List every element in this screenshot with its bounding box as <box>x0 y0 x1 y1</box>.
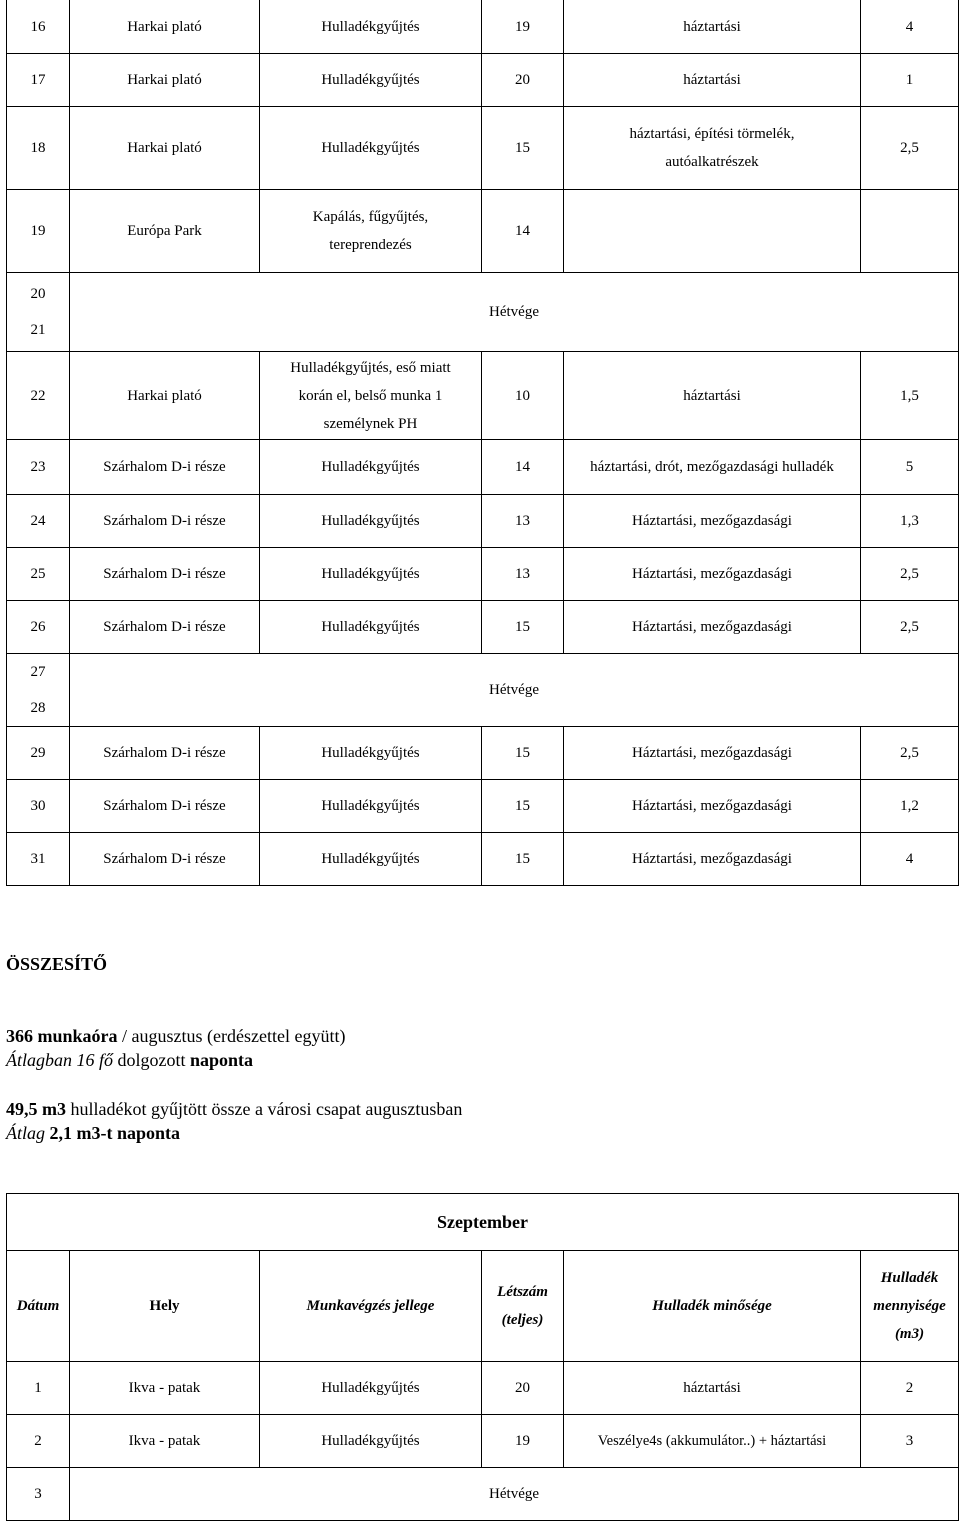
cell-amount <box>861 190 959 273</box>
cell-date: 23 <box>7 440 70 495</box>
cell-date-line2: 21 <box>30 322 46 338</box>
table-row-weekend <box>7 654 959 727</box>
cell-work-line1: Kapálás, fűgyűjtés, <box>312 209 429 225</box>
cell-count: 15 <box>482 833 564 886</box>
cell-quality: Háztartási, mezőgazdasági <box>564 601 861 654</box>
cell-quality: Háztartási, mezőgazdasági <box>564 780 861 833</box>
header-amount <box>861 1251 959 1362</box>
cell-work: Hulladékgyűjtés <box>260 107 482 190</box>
table-row-weekend <box>7 273 959 352</box>
cell-date-line2: 28 <box>30 700 46 716</box>
table-row <box>7 833 959 886</box>
cell-place: Európa Park <box>70 190 260 273</box>
cell-work <box>260 352 482 440</box>
cell-date: 31 <box>7 833 70 886</box>
cell-date <box>7 654 70 727</box>
cell-place: Szárhalom D-i része <box>70 727 260 780</box>
cell-quality: háztartási <box>564 0 861 54</box>
cell-work: Hulladékgyűjtés <box>260 1362 482 1415</box>
cell-date-line1: 20 <box>30 286 46 302</box>
header-amount-line1: Hulladék <box>880 1270 939 1286</box>
cell-quality: Háztartási, mezőgazdasági <box>564 495 861 548</box>
cell-amount: 2,5 <box>861 548 959 601</box>
cell-quality: háztartási, drót, mezőgazdasági hulladék <box>564 440 861 495</box>
cell-quality: Háztartási, mezőgazdasági <box>564 727 861 780</box>
cell-count: 14 <box>482 190 564 273</box>
hours-rest: / augusztus (erdészettel együtt) <box>117 1026 346 1046</box>
cell-date: 1 <box>7 1362 70 1415</box>
summary-avg2-line <box>6 1121 180 1145</box>
cell-count: 20 <box>482 54 564 107</box>
month-title: Szeptember <box>7 1194 959 1251</box>
cell-work-line1: Hulladékgyűjtés, eső miatt <box>290 359 451 376</box>
cell-place: Szárhalom D-i része <box>70 780 260 833</box>
cell-amount: 4 <box>861 0 959 54</box>
avg2-prefix: Átlag <box>6 1123 50 1143</box>
cell-work-line3: személynek PH <box>323 415 418 432</box>
cell-work: Hulladékgyűjtés <box>260 1415 482 1468</box>
avg2-value: 2,1 m3-t naponta <box>49 1123 181 1143</box>
august-table <box>6 0 959 886</box>
table-row <box>7 601 959 654</box>
summary-hours-line <box>6 1024 345 1048</box>
cell-count: 15 <box>482 107 564 190</box>
summary-title <box>6 952 107 976</box>
table-row <box>7 190 959 273</box>
cell-place: Harkai plató <box>70 107 260 190</box>
cell-amount: 3 <box>861 1415 959 1468</box>
table-row <box>7 54 959 107</box>
summary-avg-line <box>6 1048 253 1072</box>
cell-count: 15 <box>482 601 564 654</box>
header-date: Dátum <box>7 1251 70 1362</box>
cell-quality: háztartási <box>564 1362 861 1415</box>
september-header-row <box>7 1251 959 1362</box>
cell-count: 19 <box>482 1415 564 1468</box>
table-row-weekend <box>7 1468 959 1521</box>
cell-count: 14 <box>482 440 564 495</box>
cell-date-line1: 27 <box>30 664 46 680</box>
weekend-label: Hétvége <box>70 654 959 727</box>
table-row <box>7 440 959 495</box>
weekend-label: Hétvége <box>70 1468 959 1521</box>
cell-amount: 5 <box>861 440 959 495</box>
cell-amount: 2,5 <box>861 727 959 780</box>
cell-amount: 2 <box>861 1362 959 1415</box>
waste-rest: hulladékot gyűjtött össze a városi csapat augusztusban <box>66 1099 463 1119</box>
table-row <box>7 780 959 833</box>
cell-place: Ikva - patak <box>70 1415 260 1468</box>
cell-place: Szárhalom D-i része <box>70 440 260 495</box>
summary-waste-line <box>6 1097 462 1121</box>
cell-amount: 4 <box>861 833 959 886</box>
cell-amount: 2,5 <box>861 601 959 654</box>
cell-work: Hulladékgyűjtés <box>260 0 482 54</box>
cell-date: 2 <box>7 1415 70 1468</box>
cell-date: 17 <box>7 54 70 107</box>
cell-work: Hulladékgyűjtés <box>260 440 482 495</box>
cell-amount: 1,2 <box>861 780 959 833</box>
cell-quality-line2: autóalkatrészek <box>665 154 759 170</box>
header-quality: Hulladék minősége <box>564 1251 861 1362</box>
cell-work: Hulladékgyűjtés <box>260 780 482 833</box>
cell-place: Harkai plató <box>70 352 260 440</box>
cell-work: Hulladékgyűjtés <box>260 54 482 107</box>
cell-date: 26 <box>7 601 70 654</box>
hours-value: 366 munkaóra <box>6 1026 118 1046</box>
header-count-line2: (teljes) <box>501 1312 544 1328</box>
cell-amount: 1,3 <box>861 495 959 548</box>
cell-quality: háztartási <box>564 352 861 440</box>
cell-work: Hulladékgyűjtés <box>260 833 482 886</box>
cell-count: 15 <box>482 727 564 780</box>
avg-suffix: naponta <box>190 1050 254 1070</box>
cell-amount: 1 <box>861 54 959 107</box>
cell-work <box>260 190 482 273</box>
header-place: Hely <box>70 1251 260 1362</box>
table-row <box>7 495 959 548</box>
cell-place: Szárhalom D-i része <box>70 495 260 548</box>
cell-count: 19 <box>482 0 564 54</box>
cell-quality <box>564 190 861 273</box>
cell-place: Szárhalom D-i része <box>70 548 260 601</box>
cell-work-line2: korán el, belső munka 1 <box>298 387 443 404</box>
table-row <box>7 107 959 190</box>
cell-date: 24 <box>7 495 70 548</box>
cell-quality: Háztartási, mezőgazdasági <box>564 833 861 886</box>
table-row <box>7 1362 959 1415</box>
cell-count: 13 <box>482 548 564 601</box>
cell-place: Szárhalom D-i része <box>70 601 260 654</box>
cell-quality: Háztartási, mezőgazdasági <box>564 548 861 601</box>
header-count-line1: Létszám <box>497 1284 548 1300</box>
weekend-label: Hétvége <box>70 273 959 352</box>
cell-amount: 1,5 <box>861 352 959 440</box>
cell-date: 29 <box>7 727 70 780</box>
cell-work: Hulladékgyűjtés <box>260 727 482 780</box>
cell-date: 3 <box>7 1468 70 1521</box>
cell-date: 25 <box>7 548 70 601</box>
cell-count: 10 <box>482 352 564 440</box>
avg-prefix: Átlagban <box>6 1050 77 1070</box>
cell-count: 13 <box>482 495 564 548</box>
table-row <box>7 548 959 601</box>
table-row <box>7 727 959 780</box>
cell-date <box>7 273 70 352</box>
september-table <box>6 1193 959 1521</box>
header-amount-line2: mennyisége <box>873 1298 946 1314</box>
cell-quality: Veszélye4s (akkumulátor..) + háztartási <box>564 1415 861 1468</box>
waste-value: 49,5 m3 <box>6 1099 66 1119</box>
header-work: Munkavégzés jellege <box>260 1251 482 1362</box>
header-count <box>482 1251 564 1362</box>
avg-count: 16 fő <box>76 1050 114 1070</box>
cell-quality <box>564 107 861 190</box>
table-row <box>7 1415 959 1468</box>
cell-date: 18 <box>7 107 70 190</box>
cell-place: Szárhalom D-i része <box>70 833 260 886</box>
cell-place: Harkai plató <box>70 0 260 54</box>
cell-date: 30 <box>7 780 70 833</box>
table-row <box>7 0 959 54</box>
cell-work: Hulladékgyűjtés <box>260 495 482 548</box>
cell-date: 19 <box>7 190 70 273</box>
summary-title-text: ÖSSZESÍTŐ <box>6 954 108 974</box>
cell-amount: 2,5 <box>861 107 959 190</box>
cell-date: 16 <box>7 0 70 54</box>
cell-work-line2: tereprendezés <box>329 237 412 253</box>
cell-work: Hulladékgyűjtés <box>260 548 482 601</box>
cell-place: Harkai plató <box>70 54 260 107</box>
avg-mid: dolgozott <box>113 1050 191 1070</box>
cell-work: Hulladékgyűjtés <box>260 601 482 654</box>
header-amount-line3: (m3) <box>894 1326 925 1342</box>
cell-count: 20 <box>482 1362 564 1415</box>
cell-date: 22 <box>7 352 70 440</box>
table-row <box>7 352 959 440</box>
cell-place: Ikva - patak <box>70 1362 260 1415</box>
cell-count: 15 <box>482 780 564 833</box>
cell-quality-line1: háztartási, építési törmelék, <box>629 126 795 142</box>
cell-quality: háztartási <box>564 54 861 107</box>
